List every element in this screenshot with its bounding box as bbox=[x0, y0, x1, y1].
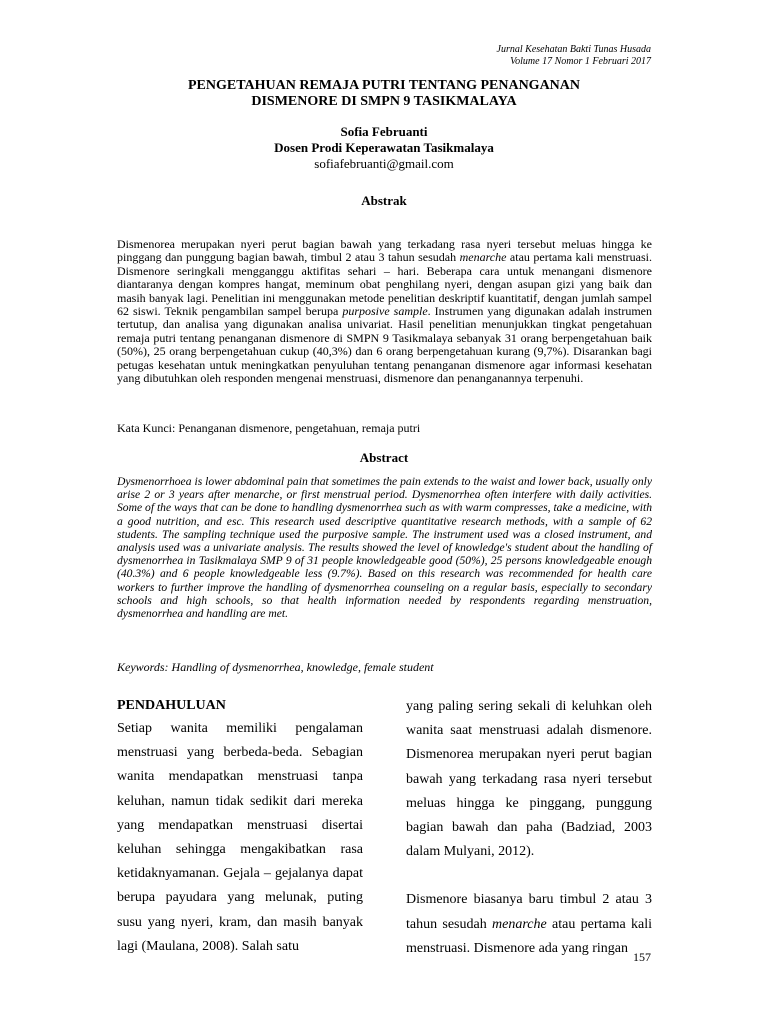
paper-title bbox=[0, 78, 768, 110]
abstract-heading: Abstract bbox=[359, 450, 409, 465]
abstrak-text-3: . Instrumen yang digunakan adalah instrumen tertutup, dan analisa yang digunakan analisa univariat. Hasil penelitian menunjukkan tingkat pengetahuan remaja putri tentang penanganan dismenore di SMPN 9 Tasikmalaya sebanyak 31 orang berpengetahuan baik (50%), 25 orang berpengetahuan cukup (40,3%) dan 6 orang berpengetahuan kurang (9,7%). Disarankan bagi petugas kesehatan untuk meningkatkan penyuluhan tentang penanganan dismenore agar informasi kesehatan yang dibutuhkan oleh responden mengenai menstruasi, dismenore dan penanganannya terpenuhi. bbox=[117, 304, 652, 386]
right-para2-text-b: atau pertama kali menstruasi. Dismenore ada yang ringan bbox=[406, 916, 652, 956]
pendahuluan-right-paragraph-2 bbox=[406, 888, 652, 961]
pendahuluan-right-paragraph-1: yang paling sering sekali di keluhkan oleh wanita saat menstruasi adalah dismenore. Dismenorea merupakan nyeri perut bagian bawah yang terkadang rasa nyeri tersebut meluas hingga ke pinggang, punggung bagian bawah dan paha (Badziad, 2003 dalam Mulyani, 2012). bbox=[406, 699, 652, 860]
keywords: Keywords: Handling of dysmenorrhea, knowledge, female student bbox=[117, 660, 434, 674]
abstrak-heading: Abstrak bbox=[361, 193, 407, 208]
right-column bbox=[406, 695, 652, 961]
right-para2-term: menarche bbox=[492, 916, 547, 932]
abstract-body: Dysmenorrhoea is lower abdominal pain that sometimes the pain extends to the waist and lower back, usually only arise 2 or 3 years after menarche, or first menstrual period. Dysmenorrhea often interfere with daily activities. Some of the ways that can be done to handling dysmenorrhea such as with warm compresses, take a medicine, with a good nutrition, and esc. This research used descriptive quantitative research methods, with a sample of 62 students. The sampling technique used the purposive sample. The instrument used was a closed instrument, and analysis used was a univariate analysis. The results showed the level of knowledge's student about the handling of dysmenorrhea in Tasikmalaya SMP 9 of 31 people knowledgeable good (50%), 25 persons knowledgeable enough (40.3%) and 6 people knowledgeable less (9.7%). Based on this research was recommended for health care workers to further improve the handling of dysmenorrhea counseling on a regular basis, especially to secondary schools and high schools, so that health information needed by respondents regarding menstruation, dysmenorrhea and handling are met. bbox=[117, 475, 652, 621]
kata-kunci: Kata Kunci: Penanganan dismenore, pengetahuan, remaja putri bbox=[117, 421, 421, 435]
journal-name: Jurnal Kesehatan Bakti Tunas Husada bbox=[496, 44, 651, 55]
title-line-1: PENGETAHUAN REMAJA PUTRI TENTANG PENANGANAN bbox=[187, 78, 581, 93]
paragraph-gap bbox=[406, 864, 652, 888]
journal-header bbox=[497, 44, 651, 68]
journal-volume: Volume 17 Nomor 1 Februari 2017 bbox=[510, 56, 651, 67]
author-affiliation: Dosen Prodi Keperawatan Tasikmalaya bbox=[274, 140, 494, 155]
left-column bbox=[117, 695, 363, 959]
author-block bbox=[0, 124, 768, 172]
author-name: Sofia Februanti bbox=[340, 124, 428, 139]
abstrak-term-menarche: menarche bbox=[459, 250, 507, 265]
abstrak-text-1: Dismenorea merupakan nyeri perut bagian bawah yang terkadang rasa nyeri tersebut meluas hingga ke pinggang dan punggung bagian bawah, timbul 2 atau 3 tahun sesudah bbox=[117, 237, 652, 265]
abstrak-body bbox=[117, 238, 652, 385]
abstrak-term-purposive: purposive sample bbox=[342, 304, 428, 319]
author-email: sofiafebruanti@gmail.com bbox=[314, 156, 454, 171]
section-heading-pendahuluan: PENDAHULUAN bbox=[117, 698, 226, 713]
right-para2-text-a: Dismenore biasanya baru timbul 2 atau 3 tahun sesudah bbox=[406, 892, 652, 932]
page-number: 157 bbox=[633, 950, 651, 964]
abstrak-text-2: atau pertama kali menstruasi. Dismenore seringkali mengganggu aktifitas sehari – hari. Beberapa cara untuk menangani dismenore diantaranya dengan kompres hangat, meminum obat penghilang nyeri, dengan asupan gizi yang baik dan masih banyak lagi. Penelitian ini menggunakan metode penelitian deskriptif kuantitatif, dengan jumlah sampel 62 siswi. Teknik pengambilan sampel berupa bbox=[117, 250, 652, 319]
title-line-2: DISMENORE DI SMPN 9 TASIKMALAYA bbox=[251, 94, 517, 109]
pendahuluan-left-paragraph: Setiap wanita memiliki pengalaman menstruasi yang berbeda-beda. Sebagian wanita mendapatkan menstruasi tanpa keluhan, namun tidak sedikit dari mereka yang mendapatkan menstruasi disertai keluhan sehingga mengakibatkan rasa ketidaknyamanan. Gejala – gejalanya dapat berupa payudara yang melunak, puting susu yang nyeri, kram, dan masih banyak lagi (Maulana, 2008). Salah satu bbox=[117, 721, 363, 954]
